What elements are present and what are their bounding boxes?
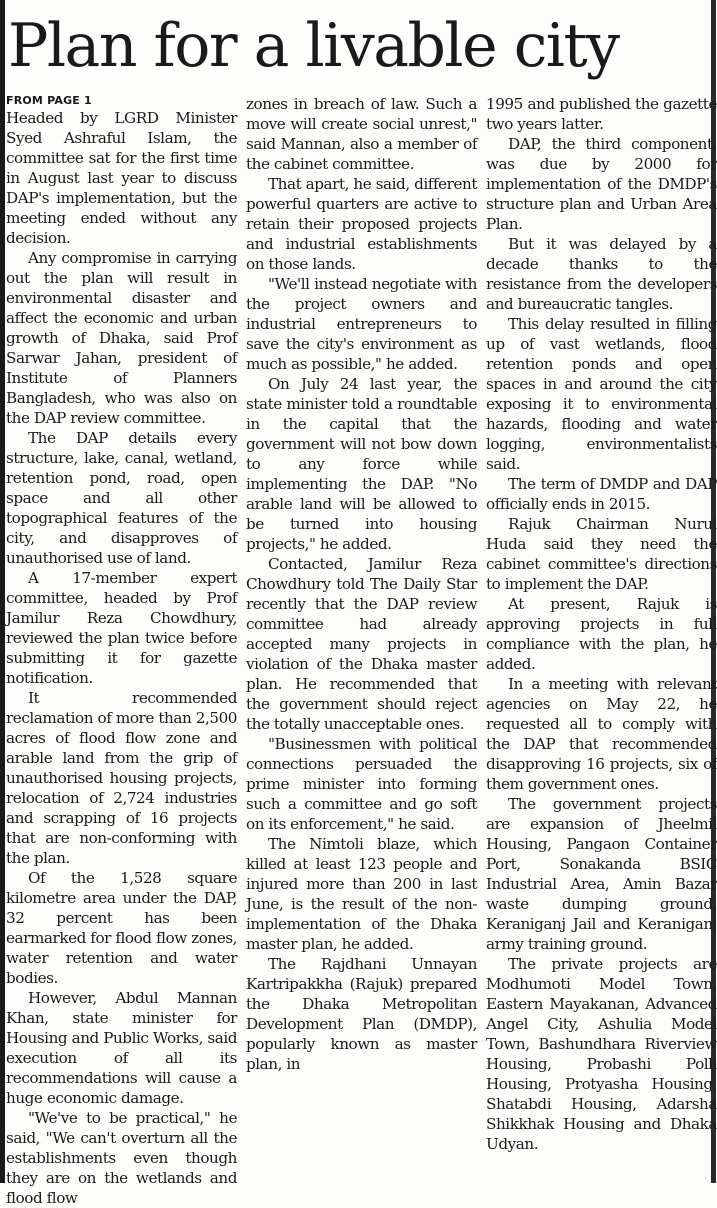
paragraph: The Rajdhani Unnayan Kartripakkha (Rajuk) prepared the Dhaka Metropolitan Development Plan (DMDP), popularly known as master plan, in	[246, 955, 477, 1073]
paragraph: That apart, he said, different powerful quarters are active to retain their proposed projects and industrial establishments on those lands.	[246, 175, 477, 273]
paragraph: "We've to be practical," he said, "We can't overturn all the establishments even though they are on the wetlands and flood flow	[6, 1109, 237, 1207]
paragraph: The government projects are expansion of Jheelmil Housing, Pangaon Container Port, Sonakanda BSIC Industrial Area, Amin Bazar waste dumping ground, Keraniganj Jail and Keraniganj army training ground.	[486, 795, 717, 953]
paragraph: Any compromise in carrying out the plan will result in environmental disaster and affect the economic and urban growth of Dhaka, said Prof Sarwar Jahan, president of Institute of Planners Bangladesh, who was also on the DAP review committee.	[6, 249, 237, 427]
paragraph: zones in breach of law. Such a move will create social unrest," said Mannan, also a member of the cabinet committee.	[246, 95, 477, 173]
paragraph: The term of DMDP and DAP officially ends in 2015.	[486, 475, 717, 513]
paragraph: The private projects are Modhumoti Model Town, Eastern Mayakanan, Advanced Angel City, Ashulia Model Town, Bashundhara Riverview Housing, Probashi Polli Housing, Protyasha Housing, Shatabdi Housing, Adarsha Shikkhak Housing and Dhaka Udyan.	[486, 955, 717, 1153]
paragraph: The DAP details every structure, lake, canal, wetland, retention pond, road, open space and all other topographical features of the city, and disapproves of unauthorised use of land.	[6, 429, 237, 567]
paragraph: In a meeting with relevant agencies on May 22, he requested all to comply with the DAP that recommended disapproving 16 projects, six of them government ones.	[486, 675, 717, 793]
kicker: FROM PAGE 1	[6, 94, 92, 107]
paragraph: Rajuk Chairman Nurul Huda said they need the cabinet committee's directions to implement the DAP.	[486, 515, 717, 593]
paragraph: On July 24 last year, the state minister told a roundtable in the capital that the government will not bow down to any force while implementing the DAP. "No arable land will be allowed to be turned into housing projects," he added.	[246, 375, 477, 553]
column-3	[486, 94, 717, 1179]
paragraph: Contacted, Jamilur Reza Chowdhury told The Daily Star recently that the DAP review committee had already accepted many projects in violation of the Dhaka master plan. He recommended that the government should reject the totally unacceptable ones.	[246, 555, 477, 733]
headline: Plan for a livable city	[8, 11, 619, 81]
column-2	[246, 94, 477, 1179]
paragraph: Headed by LGRD Minister Syed Ashraful Islam, the committee sat for the first time in August last year to discuss DAP's implementation, but the meeting ended without any decision.	[6, 109, 237, 247]
paragraph: "Businessmen with political connections persuaded the prime minister into forming such a committee and go soft on its enforcement," he said.	[246, 735, 477, 833]
paragraph: But it was delayed by a decade thanks to the resistance from the developers and bureaucratic tangles.	[486, 235, 717, 313]
paragraph: A 17-member expert committee, headed by Prof Jamilur Reza Chowdhury, reviewed the plan twice before submitting it for gazette notification.	[6, 569, 237, 687]
paragraph: However, Abdul Mannan Khan, state minister for Housing and Public Works, said execution of all its recommendations will cause a huge economic damage.	[6, 989, 237, 1107]
column-1	[6, 94, 237, 1207]
paragraph: This delay resulted in filling up of vast wetlands, flood retention ponds and open spaces in and around the city exposing it to environmental hazards, flooding and water logging, environmentalists said.	[486, 315, 717, 473]
paragraph: DAP, the third component, was due by 2000 for implementation of the DMDP's structure plan and Urban Area Plan.	[486, 135, 717, 233]
paragraph: Of the 1,528 square kilometre area under the DAP, 32 percent has been earmarked for flood flow zones, water retention and water bodies.	[6, 869, 237, 987]
paragraph: "We'll instead negotiate with the project owners and industrial entrepreneurs to save the city's environment as much as possible," he added.	[246, 275, 477, 373]
paragraph: At present, Rajuk is approving projects in full compliance with the plan, he added.	[486, 595, 717, 673]
left-border-rule	[0, 0, 5, 1183]
paragraph: The Nimtoli blaze, which killed at least 123 people and injured more than 200 in last June, is the result of the non-implementation of the Dhaka master plan, he added.	[246, 835, 477, 953]
paragraph: It recommended reclamation of more than 2,500 acres of flood flow zone and arable land from the grip of unauthorised housing projects, relocation of 2,724 industries and scrapping of 16 projects that are non-conforming with the plan.	[6, 689, 237, 867]
paragraph: 1995 and published the gazette two years latter.	[486, 95, 717, 133]
